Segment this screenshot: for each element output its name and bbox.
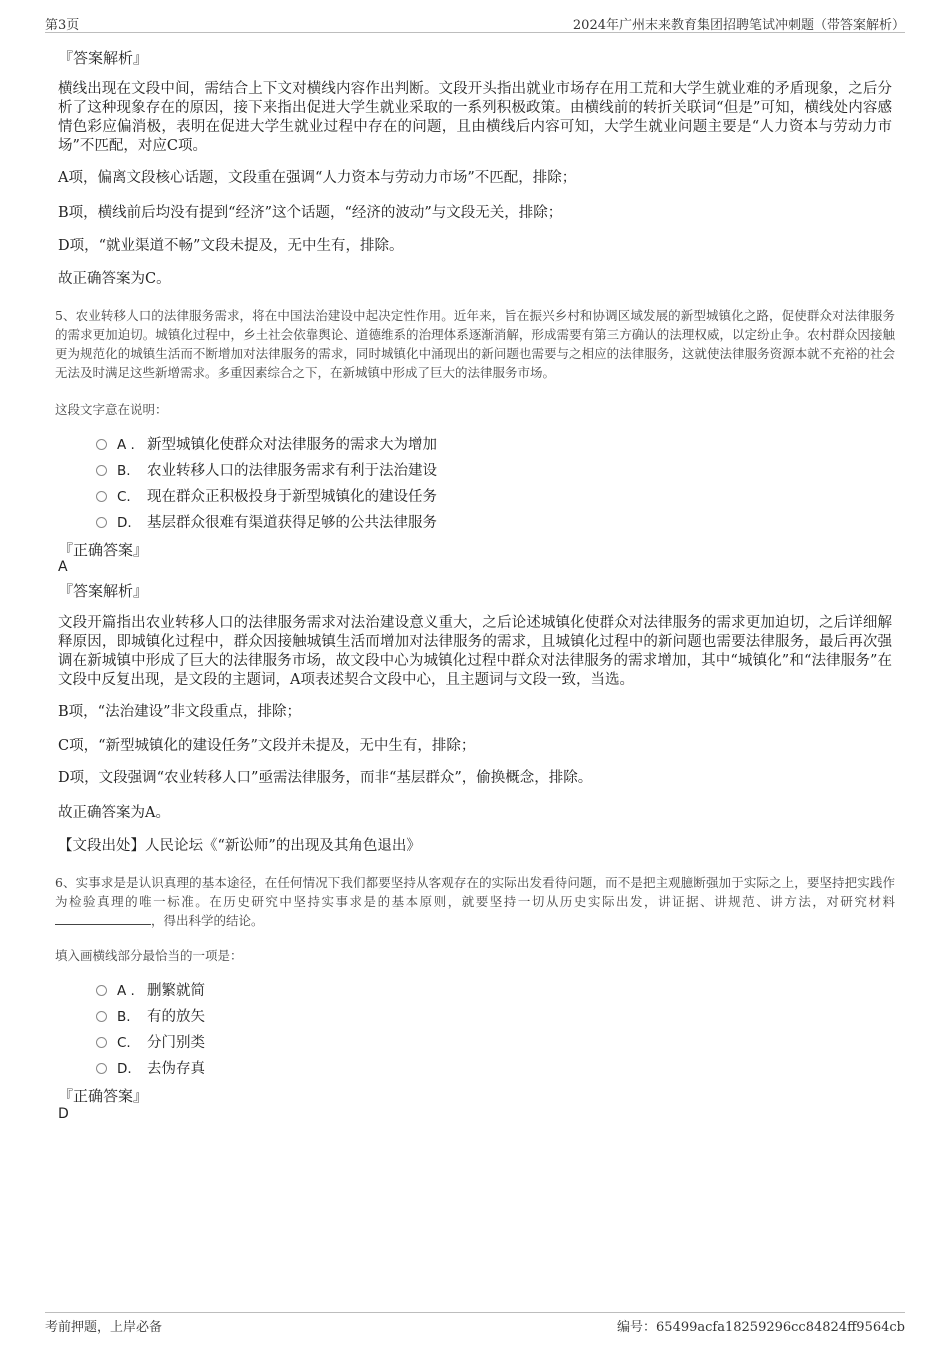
option-text: 删繁就简 <box>147 983 205 999</box>
option-b[interactable] <box>96 1007 205 1027</box>
radio-icon[interactable] <box>96 465 107 476</box>
option-key: D. <box>117 515 132 531</box>
question-6-text-after: ，得出科学的结论。 <box>151 913 264 928</box>
analysis-point: D项，文段强调“农业转移人口”亟需法律服务，而非“基层群众”，偷换概念，排除。 <box>58 770 593 786</box>
option-key: A . <box>117 983 135 999</box>
option-a[interactable] <box>96 435 437 455</box>
footer-slogan: 考前押题，上岸必备 <box>45 1320 163 1335</box>
option-text: 现在群众正积极投身于新型城镇化的建设任务 <box>147 489 437 505</box>
analysis-text: 文段开篇指出农业转移人口的法律服务需求对法治建设意义重大，之后论述城镇化使群众对法律服务的需求更加迫切，之后详细解释原因，即城镇化过程中，群众因接触城镇生活而增加对法律服务的需求，且城镇化过程中的新问题也需要法律服务，最后再次强调在新城镇中形成了巨大的法律服务市场，故文段中心为城镇化过程中群众对法律服务的需求增加，其中“城镇化”和“法律服务”在文段中反复出现，是文段的主题词，A项表述契合文段中心，且主题词与文段一致，当选。 <box>58 615 892 688</box>
radio-icon[interactable] <box>96 1037 107 1048</box>
correct-answer: A <box>58 559 68 575</box>
option-c[interactable] <box>96 487 437 507</box>
analysis-point: B项，“法治建设”非文段重点，排除； <box>58 704 301 720</box>
option-key: B. <box>117 1009 131 1025</box>
option-text: 去伪存真 <box>147 1061 205 1077</box>
document-id: 编号：65499acfa18259296cc84824ff9564cb <box>617 1320 905 1335</box>
correct-answer: D <box>58 1106 69 1122</box>
radio-icon[interactable] <box>96 1011 107 1022</box>
page-header <box>45 12 905 33</box>
option-text: 有的放矢 <box>147 1009 205 1025</box>
question-5-stem: 这段文字意在说明： <box>55 402 168 417</box>
page-number: 第3页 <box>45 18 80 33</box>
radio-icon[interactable] <box>96 439 107 450</box>
option-key: C. <box>117 489 131 505</box>
radio-icon[interactable] <box>96 985 107 996</box>
radio-icon[interactable] <box>96 1063 107 1074</box>
option-text: 基层群众很难有渠道获得足够的公共法律服务 <box>147 515 437 531</box>
option-key: B. <box>117 463 131 479</box>
analysis-conclusion: 故正确答案为A。 <box>58 805 170 821</box>
option-text: 新型城镇化使群众对法律服务的需求大为增加 <box>147 437 437 453</box>
analysis-point: D项，“就业渠道不畅”文段未提及，无中生有，排除。 <box>58 238 404 254</box>
option-c[interactable] <box>96 1033 205 1053</box>
analysis-point: B项，横线前后均没有提到“经济”这个话题，“经济的波动”与文段无关，排除； <box>58 205 563 221</box>
option-d[interactable] <box>96 513 437 533</box>
option-key: D. <box>117 1061 132 1077</box>
analysis-label: 『答案解析』 <box>58 49 149 67</box>
correct-answer-label: 『正确答案』 <box>58 541 149 559</box>
question-6-text <box>55 873 895 930</box>
question-6-text-before: 6、实事求是是认识真理的基本途径，在任何情况下我们都要坚持从客观存在的实际出发看待问题，而不是把主观臆断强加于实际之上，要坚持把实践作为检验真理的唯一标准。在历史研究中坚持实事求是的基本原则，就要坚持一切从历史实际出发，讲证据、讲规范、讲方法，对研究材料 <box>55 875 895 909</box>
analysis-text: 横线出现在文段中间，需结合上下文对横线内容作出判断。文段开头指出就业市场存在用工荒和大学生就业难的矛盾现象，之后分析了这种现象存在的原因，接下来指出促进大学生就业采取的一系列积极政策。由横线前的转折关联词“但是”可知，横线处内容感情色彩应偏消极，表明在促进大学生就业过程中存在的问题，且由横线后内容可知，大学生就业问题主要是“人力资本与劳动力市场”不匹配，对应C项。 <box>58 81 892 154</box>
question-6-stem: 填入画横线部分最恰当的一项是： <box>55 948 243 963</box>
option-b[interactable] <box>96 461 437 481</box>
option-text: 农业转移人口的法律服务需求有利于法治建设 <box>147 463 437 479</box>
radio-icon[interactable] <box>96 517 107 528</box>
analysis-point: A项，偏离文段核心话题，文段重在强调“人力资本与劳动力市场”不匹配，排除； <box>58 170 577 186</box>
analysis-conclusion: 故正确答案为C。 <box>58 271 171 287</box>
analysis-label: 『答案解析』 <box>58 582 149 600</box>
option-text: 分门别类 <box>147 1035 205 1051</box>
option-key: C. <box>117 1035 131 1051</box>
fill-in-blank <box>55 912 151 925</box>
correct-answer-label: 『正确答案』 <box>58 1087 149 1105</box>
radio-icon[interactable] <box>96 491 107 502</box>
analysis-point: C项，“新型城镇化的建设任务”文段并未提及，无中生有，排除； <box>58 738 476 754</box>
question-5-text: 5、农业转移人口的法律服务需求，将在中国法治建设中起决定性作用。近年来，旨在振兴乡村和协调区域发展的新型城镇化之路，促使群众对法律服务的需求更加迫切。城镇化过程中，乡土社会依靠舆论、道德维系的治理体系逐渐消解，形成需要有第三方确认的法理权威，以定纷止争。农村群众因接触更为规范化的城镇生活而不断增加对法律服务的需求，同时城镇化中涌现出的新问题也需要与之相应的法律服务，这就使法律服务资源本就不充裕的社会无法及时满足这些新增需求。多重因素综合之下，在新城镇中形成了巨大的法律服务市场。 <box>55 308 895 380</box>
document-title: 2024年广州末来教育集团招聘笔试冲刺题（带答案解析） <box>572 18 905 33</box>
passage-source: 【文段出处】人民论坛《“新讼师”的出现及其角色退出》 <box>58 838 421 854</box>
option-d[interactable] <box>96 1059 205 1079</box>
option-key: A . <box>117 437 135 453</box>
page-footer <box>45 1312 905 1337</box>
option-a[interactable] <box>96 981 205 1001</box>
